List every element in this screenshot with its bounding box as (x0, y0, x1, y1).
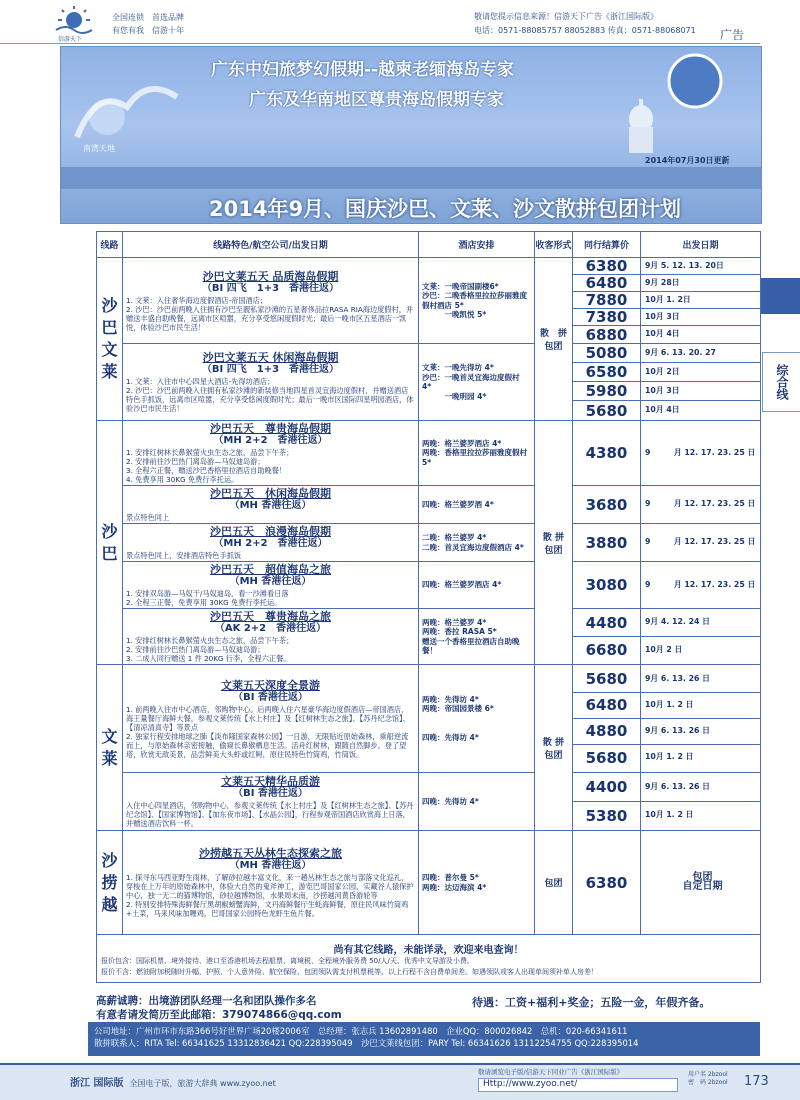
route-cell (123, 562, 419, 609)
price: 6380 (585, 873, 628, 892)
departure-date: 10月 1. 2 日 (645, 810, 694, 820)
date-cell (641, 665, 761, 773)
route-title: 沙巴五天 超值海岛之旅 (210, 563, 331, 576)
route-description: 1. 安排红树林长鼻猴萤火虫生态之旅，品尝下午茶； 2. 安排前往沙巴热门离岛游—马奴迪岛游； 3. 二成人同行赠送 1 件 20KG 行李，全程六正餐。 (126, 636, 294, 663)
route-cell (123, 486, 419, 524)
region-label: 沙巴 (97, 421, 123, 665)
page-number: 173 (744, 1074, 769, 1089)
route-airline: （BI 四飞 1+3 香港往返） (201, 364, 340, 375)
route-title: 沙巴文莱五天 休闲海岛假期 (202, 351, 339, 364)
update-date: 2014年07月30日更新 (645, 156, 730, 165)
route-airline: （BI 四飞 1+3 香港往返） (201, 282, 340, 294)
recruit-benefits: 待遇：工资+福利+奖金；五险一金，年假齐备。 (472, 996, 711, 1009)
price: 3680 (585, 495, 628, 514)
source-tip: 敬请您提示信息来源！信游天下广告《浙江国际版》 (474, 12, 658, 21)
price: 5980 (573, 382, 640, 401)
route-cell (123, 831, 419, 935)
recruit-line: 高薪诚聘：出境游团队经理一名和团队操作多名 (96, 995, 317, 1007)
price: 6480 (573, 275, 640, 292)
route-title: 沙巴五天 尊贵海岛之旅 (210, 610, 331, 623)
route-cell (123, 344, 419, 421)
route-airline: （BI 香港往返） (233, 691, 308, 703)
departure-date: 10月 3日 (641, 309, 760, 326)
col-header: 出发日期 (641, 232, 761, 258)
price-cell (573, 344, 641, 421)
badge-icon (665, 51, 725, 111)
departure-date: 包团 自定日期 (682, 872, 723, 892)
departure-date: 10月 3日 (641, 382, 760, 401)
route-description: 1. 安排双岛游—马奴干/马奴迪岛，看一沙滩看日落 2. 全程三正餐，免费享用 30KG 免费行李托运。 (126, 589, 289, 607)
price: 7880 (573, 292, 640, 309)
price-cell (573, 562, 641, 609)
hotel-cell: 两晚：格兰婆罗酒店 4* 两晚：香格里拉拉莎丽雅度假村 5* (419, 421, 535, 486)
departure-date: 10月 1. 2 日 (641, 693, 760, 719)
hotel-cell: 四晚：普尔曼 5* 两晚：达迈海滨 4* (419, 831, 535, 935)
table-header-row (97, 232, 761, 258)
route-description: 1. 前两晚入住市中心酒店，邻购物中心。后两晚入住六星豪华海边度假酒店—帝国酒店，海王量餐厅海鲜大餐，参观文莱传统【水上村庄】及【红树林生态之旅】、【苏丹纪念馆】、【清凉清真寺】等景点 2. 独家行程安排地球之肺【淡布隆国家森林公园】一日游，无限贴近原始森林，乘船逆流而上，与原始森林亲密接触，偷窥长鼻猴栖息生活。活舟红树林，跟随自然脚步。登了望塔，欣赏无敌美景，品尝鲜美大头虾或红鲟，原住民特色竹筒鸡，竹筒饭。 (126, 704, 410, 759)
route-cell (123, 524, 419, 562)
price-cell (573, 609, 641, 665)
logo-text: 信游天下 (58, 36, 83, 43)
route-description: 1. 文莱：入住市中心四星大酒店-先得坊酒店； 2. 沙巴：沙巴前两晚入住拥有私家沙滩的新装修当地四星首灵宜海边度假村，并赠送酒店特色手抓饭，远离市区喧嚣，充分享受悠闲度假时光；最后一晚市区国际四星明园酒店，体验沙巴市民生活！ (126, 377, 414, 413)
departure-date: 9月 28日 (641, 275, 760, 292)
route-description: 景点特色同上，安排酒店特色手抓饭 (126, 551, 242, 560)
contact-phone: 电话：0571-88085757 88052883 传真：0571-88068071 (474, 26, 696, 35)
price: 5680 (585, 401, 628, 420)
banner-subtitle: 广东及华南地区尊贵海岛假期专家 (249, 90, 504, 110)
col-header: 收客形式 (535, 232, 573, 258)
price: 6580 (573, 363, 640, 382)
route-airline: （MH 香港往返） (229, 576, 312, 587)
table-row (97, 524, 761, 562)
departure-date: 9月 6. 13. 26 日 (641, 774, 760, 802)
departure-date: 9 月 12. 17. 23. 25 日 (645, 499, 756, 509)
route-description: 1. 文莱：入住奢华海边度假酒店-帝国酒店； 2. 沙巴：沙巴前两晚入住拥有沙巴至靓私家沙滩的五星奢侈品拉RASA RIA海边度假村，并赠送丰盛自助晚餐，远离市区喧嚣，充分享受悠闲度假时光；最后一晚市区五星酒店一凯悦，体验沙巴市民生活！ (126, 295, 414, 332)
booking-form: 散 拼 包团 (535, 421, 573, 665)
booking-form: 散 拼 包团 (535, 665, 573, 831)
contact-band (88, 1022, 760, 1056)
region-label: 沙捞越 (97, 831, 123, 935)
banner-title: 广东中妇旅梦幻假期--越柬老缅海岛专家 (211, 60, 515, 80)
route-title: 沙巴五天 尊贵海岛假期 (210, 422, 331, 435)
hotel-cell: 四晚：格兰婆罗酒店 4* (419, 562, 535, 609)
departure-date: 9 月 12. 17. 23. 25 日 (645, 447, 756, 457)
route-cell (123, 665, 419, 773)
departure-date: 10月 2 日 (645, 644, 683, 654)
col-header: 同行结算价 (573, 232, 641, 258)
price-cell (573, 421, 641, 486)
hotel-cell: 两晚：格兰婆罗 4* 两晚：香拉 RASA 5* 赠送一个香格里拉酒店自助晚餐！ (419, 609, 535, 665)
departure-date: 9月 6. 13. 20. 27 (641, 344, 760, 363)
price-cell (573, 258, 641, 344)
table-row (97, 773, 761, 831)
company-address: 公司地址：广州市环市东路366号好世界广场20楼2006室 总经理：张志兵 13602891480 企业QQ：800026842 总机：020-66341611 (94, 1026, 628, 1036)
departure-date: 10月 4日 (645, 405, 680, 415)
hotel-cell: 二晚：格兰婆罗 4* 二晚：首灵宜海边度假酒店 4* (419, 524, 535, 562)
price: 3080 (585, 576, 628, 594)
side-category-label: 综合线 (762, 352, 800, 412)
price: 5080 (573, 344, 640, 363)
mosque-dome-icon (623, 97, 659, 157)
route-airline: （BI 香港往返） (233, 788, 308, 799)
price-cell (573, 486, 641, 524)
date-cell (641, 344, 761, 421)
itinerary-table (96, 231, 761, 983)
departure-date: 10月 2日 (641, 363, 760, 382)
side-tab (760, 278, 800, 314)
plan-headline: 2014年9月、国庆沙巴、文莱、沙文散拼包团计划 (209, 197, 682, 221)
departure-date: 9月 6. 13. 26 日 (641, 719, 760, 745)
departure-date: 9月 5. 12. 13. 20日 (641, 258, 760, 275)
table-row (97, 831, 761, 935)
route-airline: （MH 香港往返） (229, 500, 312, 511)
price: 3880 (585, 533, 628, 552)
edition-label (70, 1074, 276, 1089)
footer-note: 敬请浏览电子版/信游天下同业广告《浙江国际版》 (478, 1068, 624, 1076)
slogan-line: 有您有我 信游十年 (112, 26, 184, 35)
departure-date: 9 月 12. 17. 23. 25 日 (645, 537, 756, 547)
price: 5680 (585, 748, 628, 767)
departure-date: 10月 1. 2日 (641, 292, 760, 309)
col-header: 线路特色/航空公司/出发日期 (123, 232, 419, 258)
hero-banner (60, 46, 762, 224)
price: 6380 (573, 258, 640, 275)
price: 4400 (573, 774, 640, 802)
table-row (97, 609, 761, 665)
hotel-cell: 两晚：先得坊 4* 两晚：帝国园景楼 6* 四晚：先得坊 4* (419, 665, 535, 773)
edition-name: 浙江 国际版 (70, 1078, 124, 1089)
login-info: 用户名 2bzool 密 码 2bzool (688, 1071, 728, 1086)
slogan-line: 全国连锁 首选品牌 (112, 13, 184, 22)
edition-sub: 全国电子版，旅游大辞典 www.zyoo.net (129, 1079, 276, 1088)
notes-headline: 尚有其它线路，未能详录，欢迎来电查询！ (333, 945, 524, 957)
ad-label: 广告 (720, 28, 745, 42)
price: 6480 (573, 693, 640, 719)
price-cell (573, 665, 641, 773)
route-description: 1. 安排红树林长鼻猴萤火虫生态之旅，品尝下午茶； 2. 安排前往沙巴热门离岛游—马奴迪岛游； 3. 全程六正餐，赠送沙巴香格里拉酒店自助晚餐！ 4. 免费享用 30KG 免费行李托运。 (126, 448, 294, 484)
departure-date: 9 月 12. 17. 23. 25 日 (645, 579, 756, 589)
route-title: 沙巴五天 休闲海岛假期 (210, 487, 331, 500)
date-cell (641, 258, 761, 344)
route-cell (123, 258, 419, 344)
hotel-cell: 四晚：格兰婆罗酒 4* (419, 486, 535, 524)
table-row (97, 486, 761, 524)
price: 6680 (585, 641, 628, 659)
route-cell (123, 773, 419, 831)
price: 4880 (573, 719, 640, 745)
booking-form: 包团 (535, 831, 573, 935)
sea-image (61, 167, 762, 189)
route-airline: （AK 2+2 香港往返） (214, 623, 327, 634)
price: 7380 (573, 309, 640, 326)
route-airline: （MH 香港往返） (229, 860, 312, 871)
route-airline: （MH 2+2 香港往返） (213, 538, 328, 549)
brand-name: 南湾天地 (83, 144, 115, 153)
top-bar (0, 0, 760, 44)
price: 4480 (573, 610, 640, 637)
date-cell (641, 773, 761, 831)
hotel-cell: 文莱：一晚帝国副楼6* 沙巴：二晚香格里拉拉莎丽雅度假村酒店 5* 一晚凯悦 5* (419, 258, 535, 344)
slogan (112, 11, 184, 37)
departure-date: 9月 6. 13. 26 日 (641, 667, 760, 693)
departure-date: 10月 1. 2 日 (645, 752, 694, 762)
departure-date: 10月 4日 (645, 329, 680, 339)
route-description: 1. 探寻东马西亚野生雨林，了解砂拉越丰富文化，来一趟丛林生态之旅与部落文化巡礼，穿梭在上万年的原始森林中，体验大自然的鬼斧神工，游览巴哥国家公园，实藏谷人猿保护中心，独一无二的猫博物馆，砂拉越博物馆，水果周末南，沙捞越河黄昏游轮等 2. 特别安排特殊海鲜餐厅黑胡椒螃蟹海鲜，文丹海鲜餐厅生蚝海鲜餐，原住民风味竹筒鸡+土菜，马来风味加喱鸡，巴哥国家公园特色龙虾生鱼片餐。 (126, 873, 414, 918)
date-cell (641, 421, 761, 486)
route-description: 景点特色同上 (126, 513, 170, 522)
route-description: 入住中心四星酒店，邻购物中心，参观文莱传统【水上村庄】及【红树林生态之旅】、【苏丹纪念馆】、【国家博物馆】、【加东夜市场】、【水晶公园】，行程参观帝国酒店欣赏海上日落，并赠送酒店饮料一杯。 (126, 801, 414, 828)
route-airline: （MH 2+2 香港往返） (213, 435, 328, 446)
route-cell (123, 421, 419, 486)
price-cell (573, 524, 641, 562)
page-footer (0, 1063, 800, 1100)
route-title: 沙捞越五天丛林生态探索之旅 (199, 847, 342, 860)
price: 6880 (585, 325, 628, 344)
route-title: 文莱五天深度全景游 (221, 678, 320, 692)
hotel-cell: 文莱：一晚先得坊 4* 沙巴：一晚首灵宜海边度假村 4* 一晚明园 4* (419, 344, 535, 421)
recruit-info (96, 994, 342, 1022)
price-cell (573, 773, 641, 831)
table-row (97, 665, 761, 773)
region-label: 文莱 (97, 665, 123, 831)
route-cell (123, 609, 419, 665)
route-title: 沙巴五天 浪漫海岛假期 (210, 525, 331, 538)
price: 4380 (585, 444, 628, 462)
region-label: 沙巴文莱 (97, 258, 123, 421)
route-title: 沙巴文莱五天 品质海岛假期 (202, 269, 339, 283)
notes-row (97, 935, 761, 983)
price: 5380 (585, 806, 628, 825)
hotel-cell: 四晚：先得坊 4* (419, 773, 535, 831)
notes-excluded: 报价不含：燃油附加税随时升幅，护照、个人意外险、航空保险、包团领队需支付机票税等，以上行程不含自费单间差。如遇领队或客人出现单间须补单人房差！ (101, 968, 598, 976)
notes-included: 报价包含：国际机票、境外接待、港口至香港机场去程船票、离境税、全程境外服务费 50/人/天、优秀中文导游及小费。 (101, 957, 474, 966)
date-cell (641, 831, 761, 935)
table-row (97, 258, 761, 344)
route-title: 文莱五天精华品质游 (221, 775, 320, 788)
date-cell (641, 486, 761, 524)
recruit-email[interactable]: 有意者请发简历至此邮箱：379074866@qq.com (96, 1009, 342, 1021)
website-link[interactable]: Http://www.zyoo.net/ (478, 1078, 678, 1092)
price-cell (573, 831, 641, 935)
table-row (97, 562, 761, 609)
col-header: 酒店安排 (419, 232, 535, 258)
table-row (97, 344, 761, 421)
date-cell (641, 524, 761, 562)
departure-date: 9月 4. 12. 24 日 (641, 610, 760, 637)
booking-form: 散 拼 包团 (535, 258, 573, 421)
notes-cell (97, 935, 761, 983)
table-row (97, 421, 761, 486)
contact-people: 散拼联系人：RITA Tel: 66341625 13312836421 QQ:228395049 沙巴文莱线包团：PARY Tel: 66341626 13112254755 QQ:228395014 (94, 1038, 639, 1048)
col-header: 线路 (97, 232, 123, 258)
price: 5680 (573, 667, 640, 693)
date-cell (641, 562, 761, 609)
date-cell (641, 609, 761, 665)
